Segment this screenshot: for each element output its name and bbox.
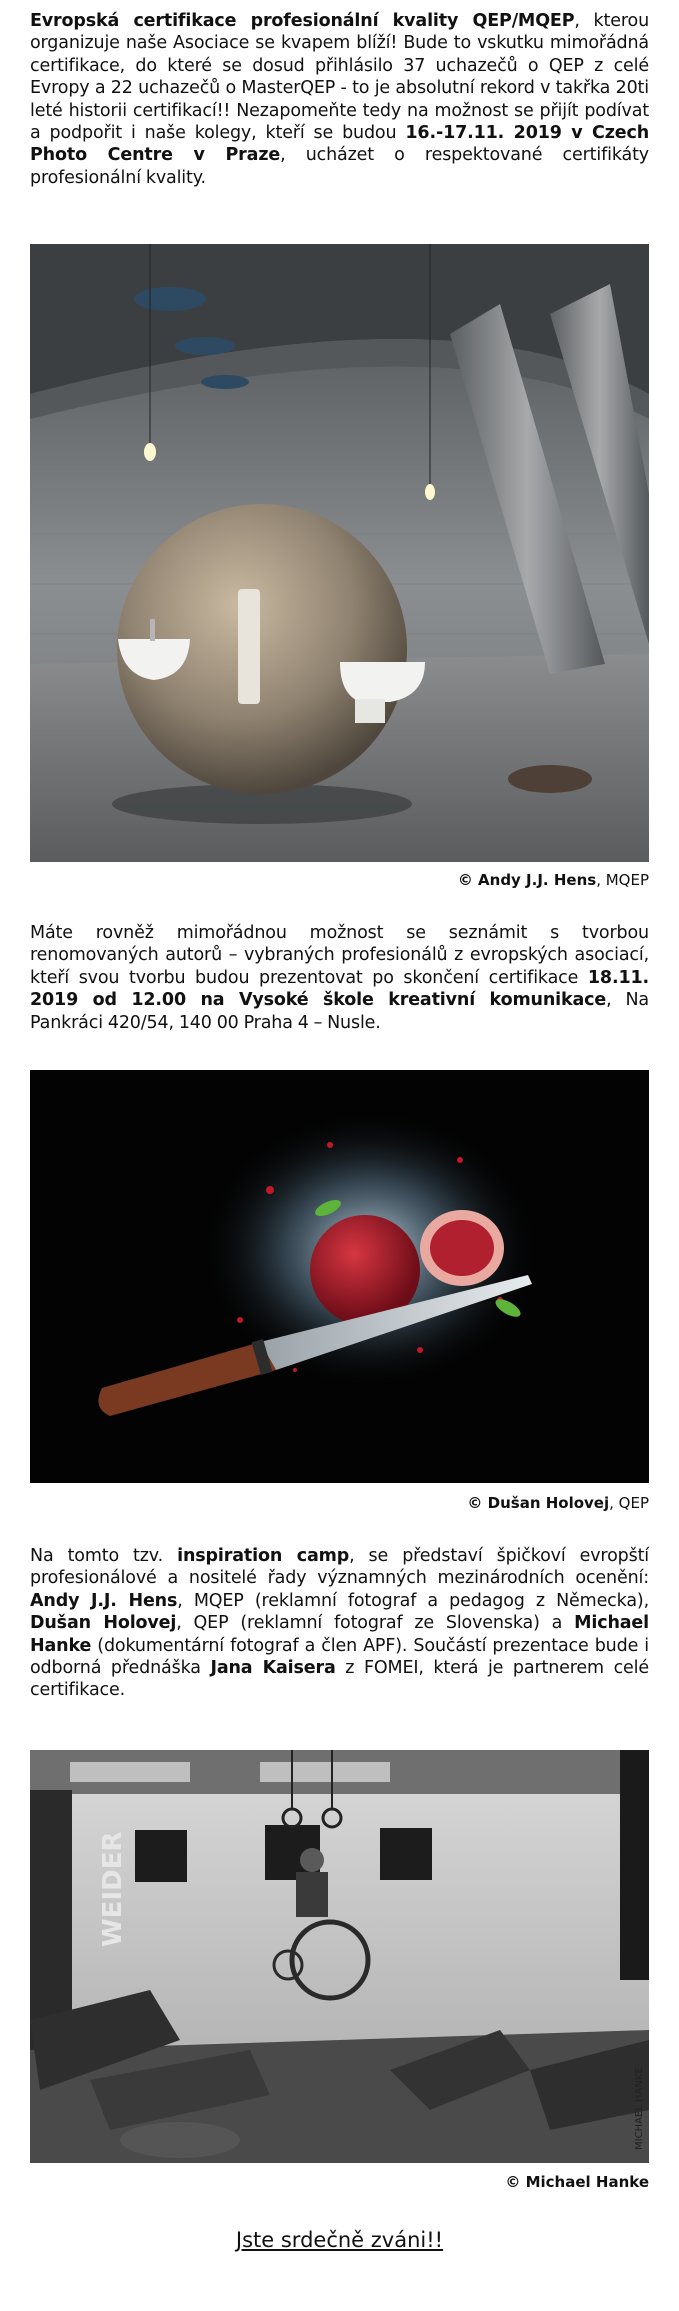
photo-credit-hens [458, 870, 649, 890]
credit-author: © Dušan Holovej [467, 1494, 610, 1512]
speaker-hens: Andy J.J. Hens [30, 1590, 178, 1611]
intro-headline: Evropská certifikace profesionální kvality QEP/MQEP [30, 11, 575, 31]
section2-address: , Na Pankráci 420/54, 140 00 Praha 4 – Nusle. [30, 990, 649, 1033]
intro-date-venue: 16.-17.11. 2019 v Czech Photo Centre v Praze [30, 123, 650, 166]
photo-credit-holovej [467, 1493, 649, 1513]
credit-author: © Michael Hanke [505, 2173, 649, 2191]
weider-banner: WEIDER [98, 1831, 128, 1947]
inspiration-camp: inspiration camp [177, 1546, 350, 1566]
speaker-holovej: Dušan Holovej [30, 1613, 177, 1634]
section3-text: z FOMEI, která je partnerem celé certifikace. [30, 1658, 649, 1701]
speaker-hanke: Michael Hanke [30, 1613, 649, 1656]
section3-text: , se představí špičkoví evropští profesionálové a nositelé řady významných mezinárodních ocenění: [30, 1546, 649, 1589]
credit-title: , QEP [609, 1494, 649, 1512]
section3-text: Na tomto tzv. [30, 1546, 178, 1566]
section3-text: , MQEP (reklamní fotograf a pedagog z Německa), [177, 1590, 649, 1611]
section3-text: , QEP (reklamní fotograf ze Slovenska) a [176, 1613, 575, 1634]
intro-text: , kterou organizuje naše Asociace se kvapem blíží! Bude to vskutku mimořádná certifikace, do které se dosud přihlásilo 37 uchazečů o QEP z celé Evropy a 22 uchazečů o MasterQEP - to je absolutní rekord v takřka 20ti leté historii certifikací!! Nezapomeňte tedy na možnost se přijít podívat a podpořit i naše kolegy, kteří se budou [30, 11, 650, 144]
photo-sphere-bathroom [30, 244, 649, 862]
intro-paragraph [30, 10, 649, 189]
section2-date-venue: 18.11. 2019 od 12.00 na Vysoké škole kreativní komunikace [30, 967, 649, 1011]
photo-credit-hanke [505, 2172, 649, 2192]
intro-text-end: , ucházet o respektované certifikáty profesionální kvality. [30, 145, 649, 188]
speaker-kaiser: Jana Kaisera [210, 1658, 336, 1679]
section3-text: (dokumentární fotograf a člen APF). Součástí prezentace bude i odborná přednáška [30, 1635, 649, 1679]
photo-gym [30, 1750, 649, 2163]
photo-pomegranate-knife [30, 1070, 649, 1483]
section2-text: Máte rovněž mimořádnou možnost se seznámit s tvorbou renomovaných autorů – vybraných profesionálů z evropských asociací, kteří svou tvorbu budou prezentovat po skončení certifikace [30, 923, 649, 988]
section3-paragraph [30, 1545, 649, 1702]
credit-author: © Andy J.J. Hens [457, 871, 597, 889]
closing-invitation: Jste srdečně zváni!! [235, 2228, 444, 2252]
credit-title: , MQEP [596, 871, 649, 889]
watermark: MICHAEL HANKE [634, 2067, 645, 2150]
section2-paragraph [30, 922, 649, 1034]
